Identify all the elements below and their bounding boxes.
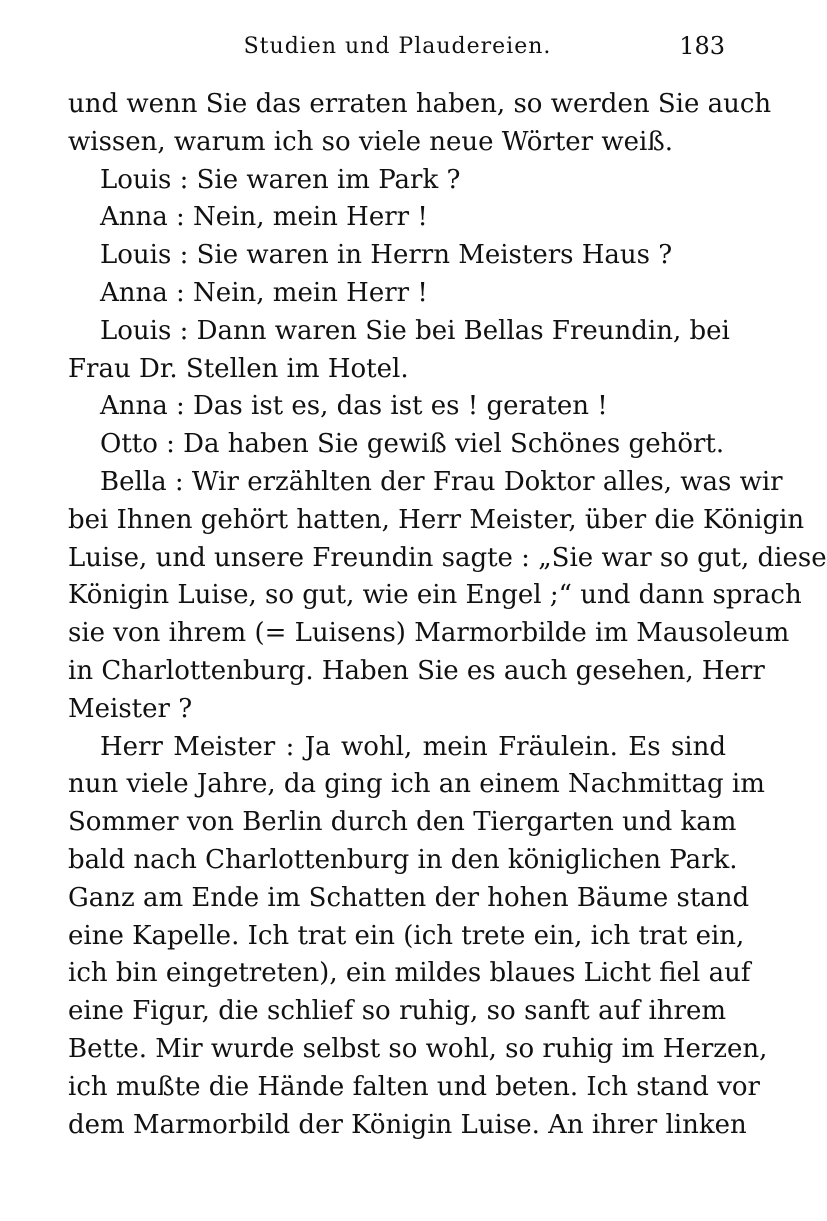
text-line: Otto : Da haben Sie gewiß viel Schönes gehört. — [100, 429, 725, 460]
text-line: Bette. Mir wurde selbst so wohl, so ruhig im Herzen, — [68, 1033, 768, 1064]
text-line: in Charlottenburg. Haben Sie es auch gesehen, Herr — [68, 655, 765, 686]
text-line: Louis : Dann waren Sie bei Bellas Freundin, bei — [100, 315, 730, 346]
text-line: Louis : Sie waren im Park ? — [100, 164, 461, 195]
text-line: Frau Dr. Stellen im Hotel. — [68, 353, 409, 384]
text-line: Anna : Das ist es, das ist es ! geraten ! — [100, 391, 608, 422]
text-line: ich bin eingetreten), ein mildes blaues Licht fiel auf — [68, 958, 751, 989]
text-line: eine Kapelle. Ich trat ein (ich trete ein, ich trat ein, — [68, 920, 745, 951]
text-line: bald nach Charlottenburg in den königlichen Park. — [68, 844, 738, 875]
text-line: Ganz am Ende im Schatten der hohen Bäume stand — [68, 882, 750, 913]
text-line: Sommer von Berlin durch den Tiergarten und kam — [68, 807, 737, 838]
text-line: Louis : Sie waren in Herrn Meisters Haus ? — [100, 240, 673, 271]
body-text — [68, 86, 827, 1144]
text-line: Herr Meister : Ja wohl, mein Fräulein. Es sind — [100, 731, 726, 762]
running-title: Studien und Plaudereien. — [243, 34, 552, 59]
text-line: sie von ihrem (= Luisens) Marmorbilde im Mausoleum — [68, 618, 790, 649]
text-line: wissen, warum ich so viele neue Wörter weiß. — [68, 126, 673, 157]
text-line: Meister ? — [68, 693, 193, 724]
text-line: nun viele Jahre, da ging ich an einem Nachmittag im — [68, 769, 765, 800]
text-line: dem Marmorbild der Königin Luise. An ihrer linken — [68, 1109, 747, 1140]
text-line: und wenn Sie das erraten haben, so werden Sie auch — [68, 89, 772, 119]
text-line: Luise, und unsere Freundin sagte : „Sie war so gut, diese — [68, 542, 827, 573]
text-line: Königin Luise, so gut, wie ein Engel ;“ und dann sprach — [68, 580, 802, 611]
text-line: eine Figur, die schlief so ruhig, so sanft auf ihrem — [68, 996, 726, 1027]
text-line: Anna : Nein, mein Herr ! — [100, 277, 428, 308]
page-header — [70, 30, 725, 66]
text-line: Anna : Nein, mein Herr ! — [100, 202, 428, 233]
page-number: 183 — [679, 32, 725, 60]
text-line: Bella : Wir erzählten der Frau Doktor alles, was wir — [100, 466, 783, 497]
text-line: bei Ihnen gehört hatten, Herr Meister, über die Königin — [68, 504, 805, 535]
text-line: ich mußte die Hände falten und beten. Ich stand vor — [68, 1071, 760, 1102]
